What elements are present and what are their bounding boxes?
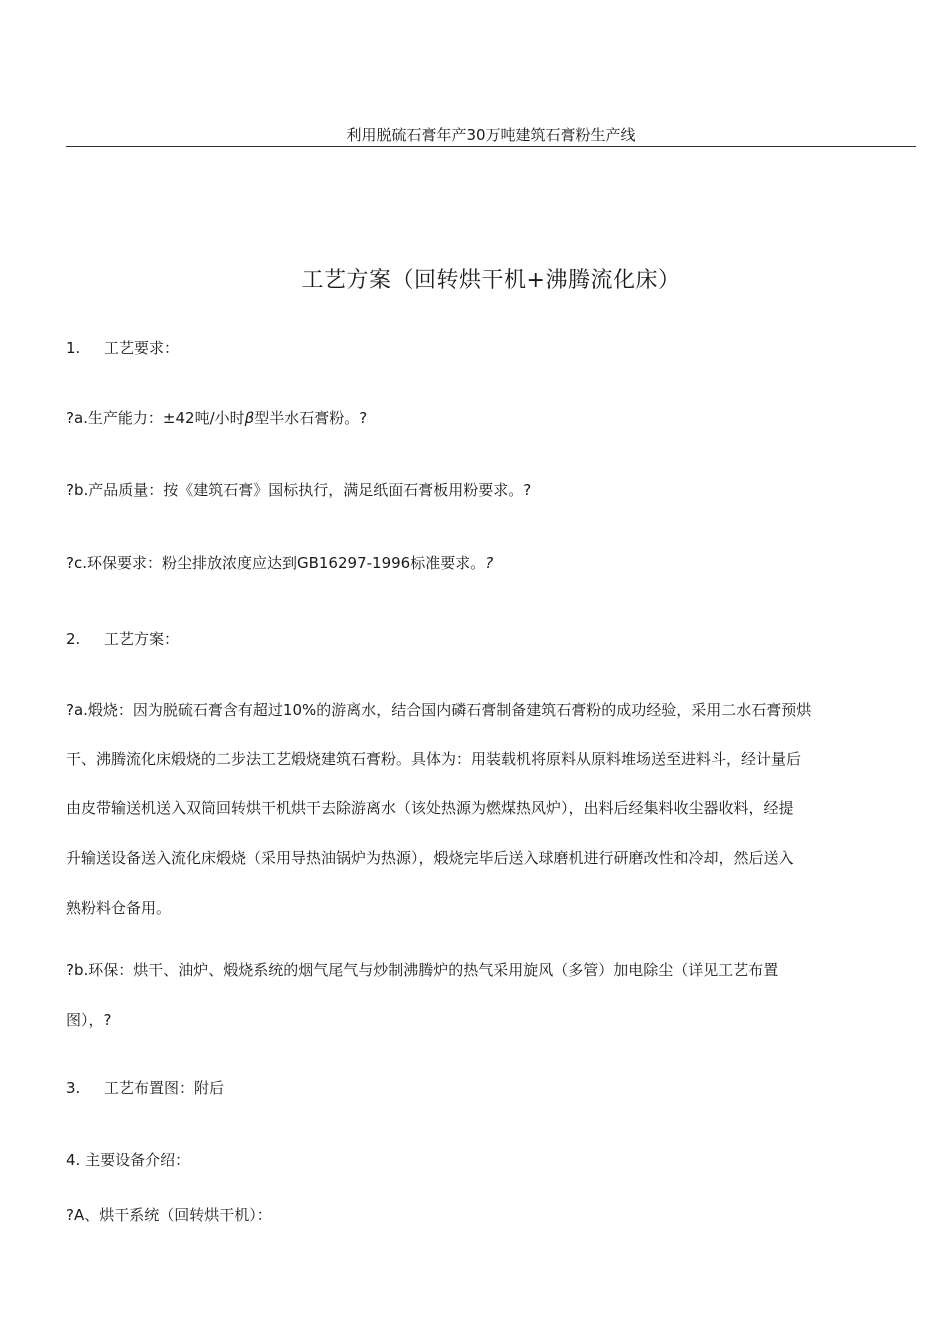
- requirement-c-text: ?c.环保要求：粉尘排放浓度应达到GB16297-1996标准要求。: [66, 554, 486, 572]
- drying-system-heading: ?A、烘干系统（回转烘干机）：: [66, 1206, 272, 1224]
- calcination-line-4: 升输送设备送入流化床煅烧（采用导热油锅炉为热源），煅烧完毕后送入球磨机进行研磨改性和冷却，然后送入: [66, 849, 794, 867]
- section-number: 3.: [66, 1079, 81, 1097]
- section-number: 1.: [66, 339, 81, 357]
- calcination-line-1: ?a.煅烧：因为脱硫石膏含有超过10%的游离水，结合国内磷石膏制备建筑石膏粉的成功经验，采用二水石膏预烘: [66, 701, 812, 719]
- beta-symbol: β: [244, 409, 255, 427]
- requirement-a: [66, 407, 916, 429]
- section-1-heading: [66, 337, 916, 359]
- environmental-line-1: ?b.环保：烘干、油炉、煅烧系统的烟气尾气与炒制沸腾炉的热气采用旋风（多管）加电除尘（详见工艺布置: [66, 961, 779, 979]
- calcination-line-3: 由皮带输送机送入双筒回转烘干机烘干去除游离水（该处热源为燃煤热风炉），出料后经集料收尘器收料，经提: [66, 799, 794, 817]
- section-number: 2.: [66, 630, 81, 648]
- environmental-line-2: 图），?: [66, 1011, 112, 1029]
- calcination-line-2: 干、沸腾流化床煅烧的二步法工艺煅烧建筑石膏粉。具体为：用装载机将原料从原料堆场送至进料斗，经计量后: [66, 750, 802, 768]
- page-header: 利用脱硫石膏年产30万吨建筑石膏粉生产线: [346, 126, 636, 144]
- requirement-a-prefix: ?a.生产能力：±42吨/小时: [66, 409, 245, 427]
- document-title: 工艺方案（回转烘干机+沸腾流化床）: [301, 268, 681, 293]
- section-3-heading: [66, 1077, 916, 1099]
- header-rule: [66, 146, 916, 147]
- section-2-heading: [66, 628, 916, 650]
- requirement-c: [66, 552, 916, 574]
- requirement-a-suffix: 型半水石膏粉。?: [254, 409, 368, 427]
- section-4-heading: 4. 主要设备介绍：: [66, 1151, 191, 1169]
- section-title: 工艺布置图：附后: [104, 1079, 225, 1097]
- requirement-b: ?b.产品质量：按《建筑石膏》国标执行，满足纸面石膏板用粉要求。?: [66, 481, 532, 499]
- section-title: 工艺要求：: [104, 339, 180, 357]
- section-title: 工艺方案：: [104, 630, 180, 648]
- calcination-line-5: 熟粉料仓备用。: [66, 899, 172, 917]
- requirement-c-tail: ?: [485, 554, 494, 572]
